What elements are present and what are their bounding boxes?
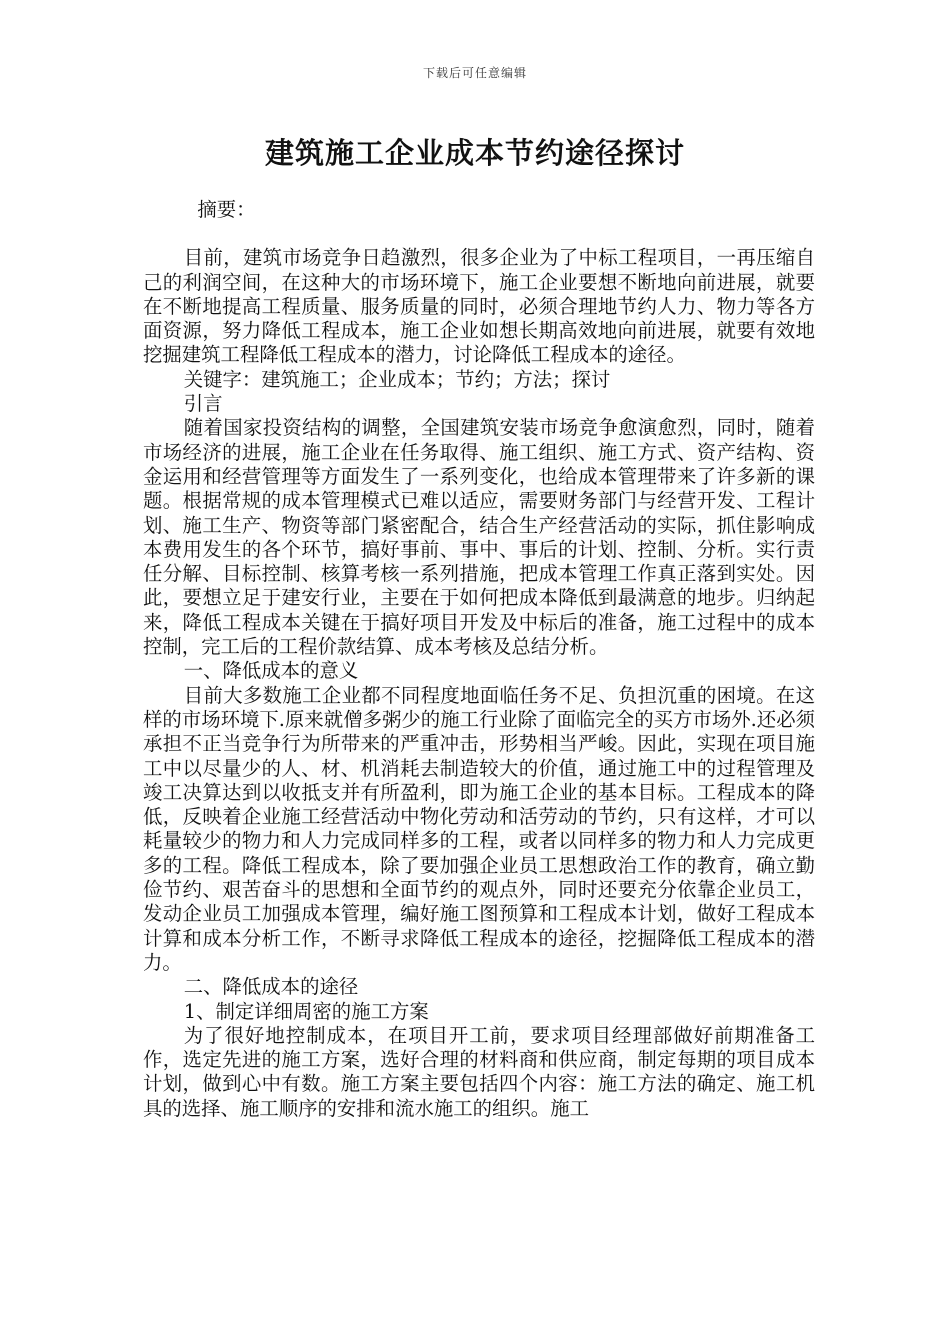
header-note: 下载后可任意编辑 — [422, 66, 527, 80]
page-title: 建筑施工企业成本节约途径探讨 — [264, 136, 685, 170]
keywords-line: 关键字：建筑施工；企业成本；节约；方法；探讨 — [183, 367, 611, 391]
subsection1-paragraph: 为了很好地控制成本，在项目开工前，要求项目经理部做好前期准备工作，选定先进的施工方案，选好合理的材料商和供应商，制定每期的项目成本计划，做到心中有数。施工方案主要包括四个内容：施工方法的确定、施工机具的选择、施工顺序的安排和流水施工的组织。施工 — [143, 1023, 815, 1120]
intro-paragraph: 随着国家投资结构的调整，全国建筑安装市场竞争愈演愈烈，同时，随着市场经济的进展，施工企业在任务取得、施工组织、施工方式、资产结构、资金运用和经营管理等方面发生了一系列变化，也给成本管理带来了许多新的课题。根据常规的成本管理模式已难以适应，需要财务部门与经营开发、工程计划、施工生产、物资等部门紧密配合，结合生产经营活动的实际，抓住影响成本费用发生的各个环节，搞好事前、事中、事后的计划、控制、分析。实行责任分解、目标控制、核算考核一系列措施，把成本管理工作真正落到实处。因此，要想立足于建安行业，主要在于如何把成本降低到最满意的地步。归纳起来，降低工程成本关键在于搞好项目开发及中标后的准备，施工过程中的成本控制，完工后的工程价款结算、成本考核及总结分析。 — [143, 416, 815, 659]
section1-paragraph: 目前大多数施工企业都不同程度地面临任务不足、负担沉重的困境。在这样的市场环境下.原来就僧多粥少的施工行业除了面临完全的买方市场外.还必须承担不正当竞争行为所带来的严重冲击，形势相当严峻。因此，实现在项目施工中以尽量少的人、材、机消耗去制造较大的价值，通过施工中的过程管理及竣工决算达到以收抵支并有所盈利，即为施工企业的基本目标。工程成本的降低，反映着企业施工经营活动中物化劳动和活劳动的节约，只有这样，才可以耗量较少的物力和人力完成同样多的工程，或者以同样多的物力和人力完成更多的工程。降低工程成本，除了要加强企业员工思想政治工作的教育，确立勤俭节约、艰苦奋斗的思想和全面节约的观点外，同时还要充分依靠企业员工，发动企业员工加强成本管理，编好施工图预算和工程成本计划，做好工程成本计算和成本分析工作，不断寻求降低工程成本的途径，挖掘降低工程成本的潜力。 — [143, 683, 815, 974]
spacer — [143, 222, 815, 246]
document-body — [143, 198, 815, 1121]
section2-heading: 二、降低成本的途径 — [183, 975, 359, 999]
intro-heading: 引言 — [183, 392, 223, 416]
subsection1-heading: 1、制定详细周密的施工方案 — [183, 999, 429, 1023]
abstract-label: 摘要： — [197, 198, 256, 221]
section1-heading: 一、降低成本的意义 — [183, 659, 359, 683]
abstract-paragraph: 目前，建筑市场竞争日趋激烈，很多企业为了中标工程项目，一再压缩自己的利润空间，在这种大的市场环境下，施工企业要想不断地向前进展，就要在不断地提高工程质量、服务质量的同时，必须合理地节约人力、物力等各方面资源，努力降低工程成本，施工企业如想长期高效地向前进展，就要有效地挖掘建筑工程降低工程成本的潜力，讨论降低工程成本的途径。 — [143, 246, 815, 367]
